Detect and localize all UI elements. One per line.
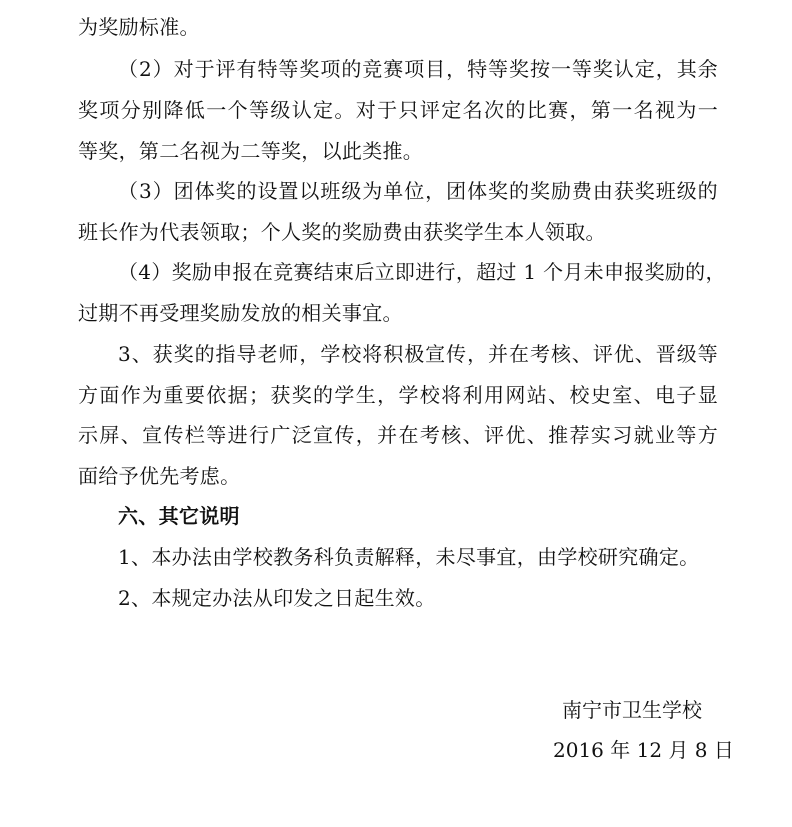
paragraph-line: 班长作为代表领取；个人奖的奖励费由获奖学生本人领取。 — [78, 220, 606, 244]
paragraph-line: 3、获奖的指导老师，学校将积极宣传，并在考核、评优、晋级等 — [118, 342, 718, 366]
paragraph-line: 为奖励标准。 — [78, 15, 200, 39]
paragraph-line: 面给予优先考虑。 — [78, 464, 241, 488]
signature-organization: 南宁市卫生学校 — [562, 698, 702, 722]
paragraph-line: （2）对于评有特等奖项的竞赛项目，特等奖按一等奖认定，其余 — [118, 57, 718, 81]
paragraph-line: 示屏、宣传栏等进行广泛宣传，并在考核、评优、推荐实习就业等方 — [78, 423, 718, 447]
paragraph-line: 1、本办法由学校教务科负责解释，未尽事宜，由学校研究确定。 — [118, 545, 700, 569]
paragraph-line: （4）奖励申报在竞赛结束后立即进行，超过 1 个月未申报奖励的， — [118, 260, 726, 284]
section-heading: 六、其它说明 — [118, 504, 240, 528]
signature-date: 2016 年 12 月 8 日 — [553, 738, 734, 762]
paragraph-line: 方面作为重要依据；获奖的学生，学校将利用网站、校史室、电子显 — [78, 383, 718, 407]
paragraph-line: （3）团体奖的设置以班级为单位，团体奖的奖励费由获奖班级的 — [118, 179, 718, 203]
paragraph-line: 等奖，第二名视为二等奖，以此类推。 — [78, 139, 424, 163]
paragraph-line: 过期不再受理奖励发放的相关事宜。 — [78, 301, 403, 325]
paragraph-line: 2、本规定办法从印发之日起生效。 — [118, 586, 436, 610]
paragraph-line: 奖项分别降低一个等级认定。对于只评定名次的比赛，第一名视为一 — [78, 98, 718, 122]
